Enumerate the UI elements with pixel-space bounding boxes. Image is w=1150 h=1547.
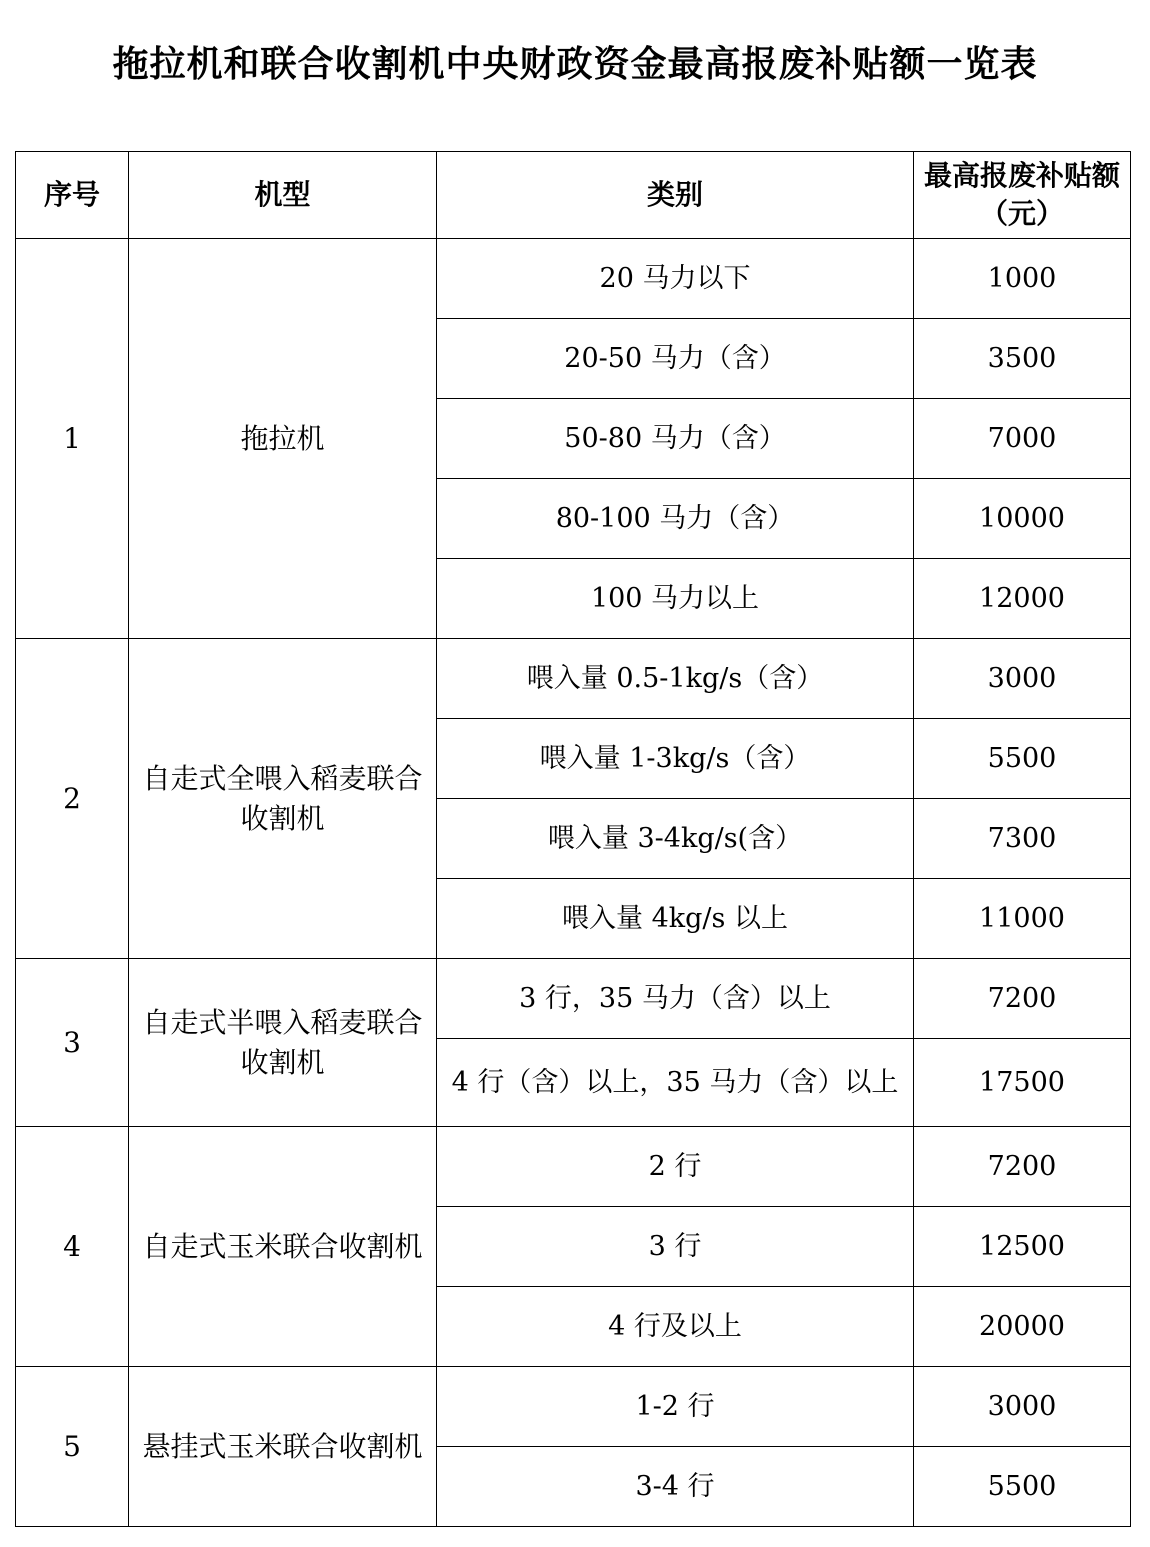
machine-type: 自走式半喂入稻麦联合收割机	[129, 959, 437, 1127]
row-number: 2	[16, 639, 129, 959]
category-cell: 4 行及以上	[437, 1287, 914, 1367]
category-cell: 喂入量 0.5-1kg/s（含）	[437, 639, 914, 719]
amount-cell: 12500	[914, 1207, 1131, 1287]
header-row	[16, 152, 1131, 239]
table-row	[16, 1367, 1131, 1447]
amount-cell: 17500	[914, 1039, 1131, 1127]
category-cell: 3-4 行	[437, 1447, 914, 1527]
category-cell: 20 马力以下	[437, 239, 914, 319]
category-cell: 50-80 马力（含）	[437, 399, 914, 479]
amount-cell: 3000	[914, 1367, 1131, 1447]
category-cell: 喂入量 1-3kg/s（含）	[437, 719, 914, 799]
row-number: 4	[16, 1127, 129, 1367]
amount-cell: 7200	[914, 1127, 1131, 1207]
category-cell: 80-100 马力（含）	[437, 479, 914, 559]
machine-type: 自走式全喂入稻麦联合收割机	[129, 639, 437, 959]
category-cell: 4 行（含）以上，35 马力（含）以上	[437, 1039, 914, 1127]
category-cell: 喂入量 4kg/s 以上	[437, 879, 914, 959]
amount-cell: 12000	[914, 559, 1131, 639]
header-category: 类别	[437, 152, 914, 239]
amount-cell: 7200	[914, 959, 1131, 1039]
subsidy-table	[15, 151, 1131, 1527]
category-cell: 100 马力以上	[437, 559, 914, 639]
table-row	[16, 959, 1131, 1039]
category-cell: 喂入量 3-4kg/s(含）	[437, 799, 914, 879]
page-title: 拖拉机和联合收割机中央财政资金最高报废补贴额一览表	[112, 44, 1038, 85]
row-number: 5	[16, 1367, 129, 1527]
amount-cell: 20000	[914, 1287, 1131, 1367]
machine-type: 拖拉机	[129, 239, 437, 639]
amount-cell: 7300	[914, 799, 1131, 879]
category-cell: 3 行，35 马力（含）以上	[437, 959, 914, 1039]
amount-cell: 5500	[914, 1447, 1131, 1527]
amount-cell: 5500	[914, 719, 1131, 799]
category-cell: 3 行	[437, 1207, 914, 1287]
row-number: 3	[16, 959, 129, 1127]
table-row	[16, 1127, 1131, 1207]
amount-cell: 10000	[914, 479, 1131, 559]
category-cell: 20-50 马力（含）	[437, 319, 914, 399]
machine-type: 悬挂式玉米联合收割机	[129, 1367, 437, 1527]
category-cell: 1-2 行	[437, 1367, 914, 1447]
category-cell: 2 行	[437, 1127, 914, 1207]
machine-type: 自走式玉米联合收割机	[129, 1127, 437, 1367]
amount-cell: 11000	[914, 879, 1131, 959]
amount-cell: 7000	[914, 399, 1131, 479]
header-type: 机型	[129, 152, 437, 239]
amount-cell: 3000	[914, 639, 1131, 719]
amount-cell: 3500	[914, 319, 1131, 399]
row-number: 1	[16, 239, 129, 639]
header-amount: 最高报废补贴额（元）	[914, 152, 1131, 239]
table-row	[16, 239, 1131, 319]
header-no: 序号	[16, 152, 129, 239]
amount-cell: 1000	[914, 239, 1131, 319]
table-row	[16, 639, 1131, 719]
